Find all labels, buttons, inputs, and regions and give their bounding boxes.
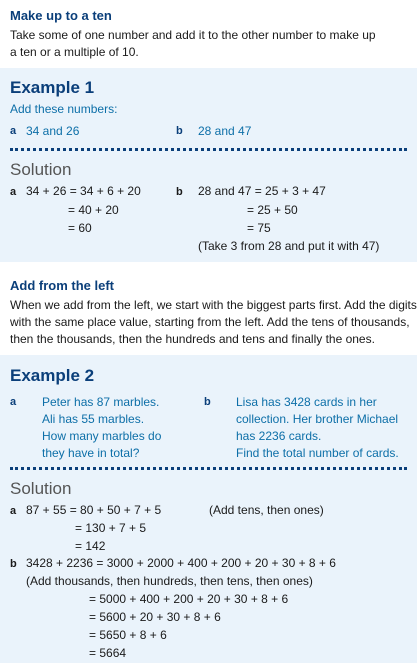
- example-2-b-line: Lisa has 3428 cards in her: [236, 395, 377, 409]
- example-2-sol-a-line: 87 + 55 = 80 + 50 + 7 + 5: [26, 503, 162, 517]
- example-1-sol-a-label: a: [10, 186, 17, 198]
- example-2-a-line: they have in total?: [42, 446, 140, 460]
- example-2-sol-a-note: (Add tens, then ones): [209, 503, 324, 517]
- example-2-a-label: a: [10, 396, 17, 408]
- example-2-a-line: Ali has 55 marbles.: [42, 412, 145, 426]
- example-2-sol-b-line: = 5650 + 8 + 6: [89, 628, 167, 642]
- example-2-sol-b-line: = 5600 + 20 + 30 + 8 + 6: [89, 610, 221, 624]
- example-1-sol-b-line: = 75: [247, 221, 271, 235]
- dotted-divider: [10, 467, 407, 470]
- example-2-a-line: How many marbles do: [42, 429, 162, 443]
- section-body-line-2: a ten or a multiple of 10.: [10, 45, 139, 59]
- example-1-sol-a-line: 34 + 26 = 34 + 6 + 20: [26, 184, 141, 198]
- example-1-sol-b-line: 28 and 47 = 25 + 3 + 47: [198, 184, 326, 198]
- section-body-line-1: Take some of one number and add it to the other number to make up: [10, 28, 376, 42]
- example-1-title: Example 1: [10, 78, 95, 97]
- example-2-b-line: collection. Her brother Michael: [236, 412, 399, 426]
- example-1-a-label: a: [10, 125, 17, 137]
- example-1-instruction: Add these numbers:: [10, 102, 118, 116]
- section-heading-make-up-ten: Make up to a ten: [10, 8, 112, 23]
- section-body-line-2: with the same place value, starting from the left. Add the tens of thousands,: [10, 315, 410, 329]
- example-2-a-line: Peter has 87 marbles.: [42, 395, 160, 409]
- dotted-divider: [10, 148, 407, 151]
- example-1-b-question: 28 and 47: [198, 124, 252, 138]
- section-body-line-1: When we add from the left, we start with the biggest parts first. Add the digits: [10, 298, 417, 312]
- example-1-sol-b-note: (Take 3 from 28 and put it with 47): [198, 239, 380, 253]
- example-2-sol-b-line: = 5664: [89, 646, 127, 660]
- example-2-b-line: Find the total number of cards.: [236, 446, 399, 460]
- example-2-sol-a-line: = 142: [75, 539, 106, 553]
- example-2-b-label: b: [204, 396, 211, 408]
- section-body-line-3: then the thousands, then the hundreds and tens and finally the ones.: [10, 332, 375, 346]
- example-2-solution-title: Solution: [10, 479, 72, 498]
- example-1-sol-b-line: = 25 + 50: [247, 203, 298, 217]
- example-2-sol-b-label: b: [10, 558, 17, 570]
- example-1-sol-b-label: b: [176, 186, 183, 198]
- example-1-sol-a-line: = 60: [68, 221, 92, 235]
- example-1-a-question: 34 and 26: [26, 124, 80, 138]
- example-2-b-line: has 2236 cards.: [236, 429, 322, 443]
- example-2-sol-b-first-line: 3428 + 2236 = 3000 + 2000 + 400 + 200 + 20 + 30 + 8 + 6: [26, 556, 336, 570]
- section-heading-add-from-left: Add from the left: [10, 278, 114, 293]
- example-2-title: Example 2: [10, 366, 95, 385]
- example-1-solution-title: Solution: [10, 160, 72, 179]
- example-2-sol-a-label: a: [10, 505, 17, 517]
- example-2-sol-a-line: = 130 + 7 + 5: [75, 521, 147, 535]
- example-1-b-label: b: [176, 125, 183, 137]
- example-2-sol-b-line: = 5000 + 400 + 200 + 20 + 30 + 8 + 6: [89, 592, 289, 606]
- example-1-sol-a-line: = 40 + 20: [68, 203, 119, 217]
- example-2-sol-b-note: (Add thousands, then hundreds, then tens, then ones): [26, 574, 313, 588]
